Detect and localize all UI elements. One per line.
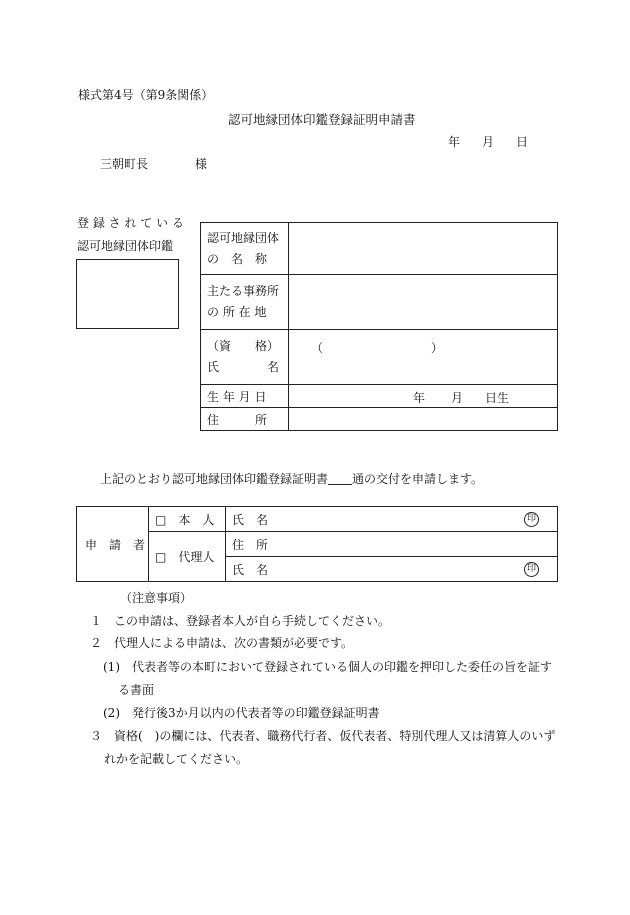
request-sentence: 上記のとおり認可地縁団体印鑑登録証明書 通の交付を申請します。	[100, 472, 484, 486]
self-option[interactable]: □ 本 人	[149, 507, 226, 532]
date-year-label: 年	[448, 135, 461, 149]
note-item-2-1-line2: る書面	[118, 683, 155, 697]
date-month-label: 月	[482, 135, 495, 149]
note-item-3-line1: ３ 資格( )の欄には、代表者、職務代行者、仮代表者、特別代理人又は清算人のいず	[90, 729, 556, 743]
addressee-honorific: 様	[195, 157, 208, 171]
agent-option[interactable]: □ 代理人	[149, 532, 226, 582]
note-item-1: １ この申請は、登録者本人が自ら手続してください。	[90, 614, 391, 628]
birth-date-label: 生 年 月 日	[201, 385, 289, 408]
seal-mark-icon: 印	[524, 562, 539, 577]
self-name-label: 氏 名	[232, 512, 269, 527]
note-item-2-2: (2) 発行後3か月以内の代表者等の印鑑登録証明書	[103, 706, 380, 720]
self-name-row[interactable]	[226, 507, 558, 532]
representative-address-field[interactable]	[289, 408, 558, 431]
org-name-field[interactable]	[289, 223, 558, 275]
note-item-2: ２ 代理人による申請は、次の書類が必要です。	[90, 636, 354, 650]
document-title: 認可地縁団体印鑑登録証明申請書	[228, 112, 416, 127]
note-item-3-line2: れかを記載してください。	[104, 752, 249, 766]
notes-heading: （注意事項）	[120, 591, 193, 605]
copies-blank[interactable]	[328, 472, 352, 485]
date-day-label: 日	[516, 135, 529, 149]
org-name-label: 認可地縁団体 の 名 称	[201, 223, 289, 275]
addressee-name: 三朝町長	[100, 157, 149, 171]
representative-address-label: 住 所	[201, 408, 289, 431]
position-name-label: （資 格） 氏 名	[201, 330, 289, 385]
note-item-2-1-line1: (1) 代表者等の本町において登録されている個人の印鑑を押印した委任の旨を証す	[103, 660, 553, 674]
agent-address-label: 住 所	[232, 537, 269, 552]
applicant-table	[76, 506, 558, 582]
agent-name-label: 氏 名	[232, 562, 269, 577]
applicant-header: 申 請 者	[77, 507, 149, 582]
office-address-field[interactable]	[289, 275, 558, 330]
birth-date-field[interactable]	[289, 385, 558, 408]
position-name-field[interactable]	[289, 330, 558, 385]
organization-table	[200, 222, 558, 431]
position-parentheses: （ ）	[311, 341, 444, 355]
seal-mark-icon: 印	[524, 512, 539, 527]
agent-name-row[interactable]	[226, 557, 558, 582]
birth-year-label: 年	[413, 391, 426, 405]
birth-day-label: 日生	[485, 391, 510, 405]
agent-address-row[interactable]	[226, 532, 558, 557]
office-address-label: 主たる事務所 の 所 在 地	[201, 275, 289, 330]
seal-label-line2: 認可地縁団体印鑑	[77, 239, 174, 253]
registered-seal-box	[76, 259, 179, 329]
seal-label-line1: 登 録 さ れ て い る	[77, 216, 184, 230]
birth-month-label: 月	[451, 391, 464, 405]
form-number: 様式第4号（第9条関係）	[78, 88, 214, 102]
